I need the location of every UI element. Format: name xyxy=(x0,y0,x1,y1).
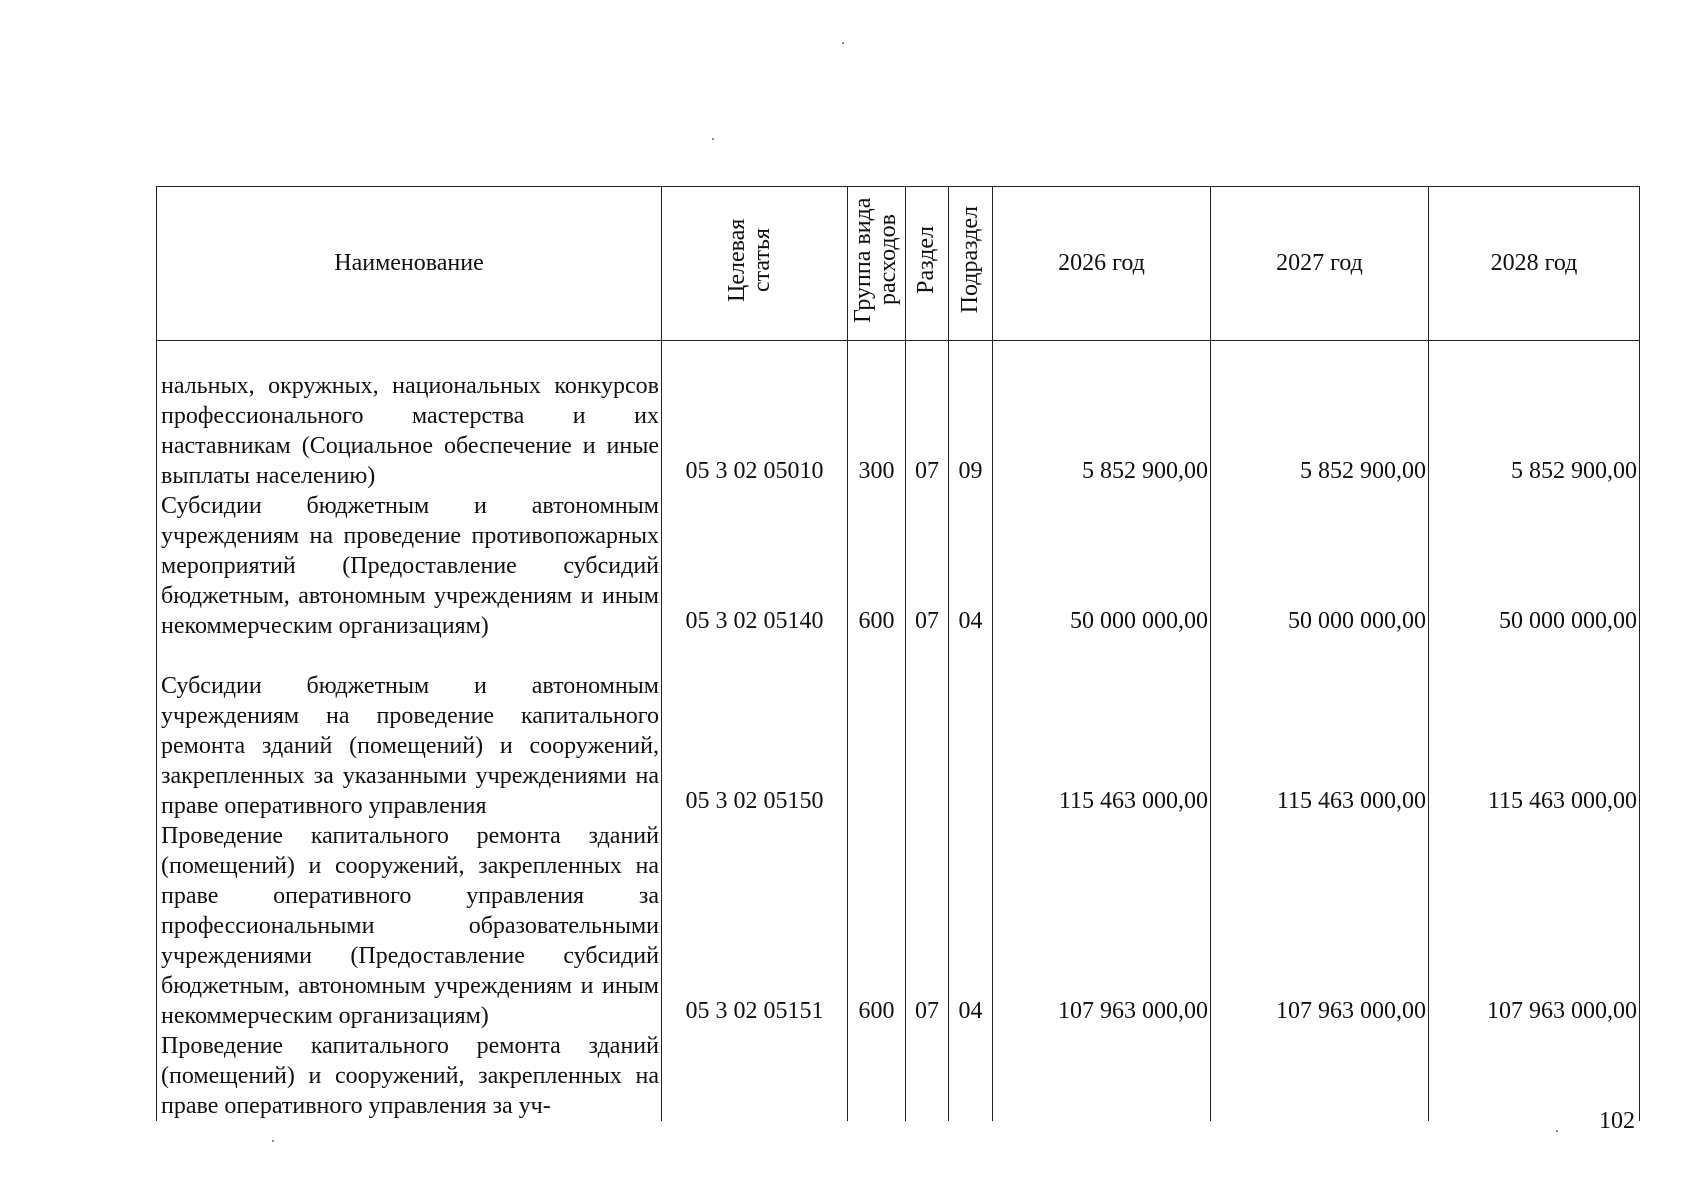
row-2026: 5 852 900,00 xyxy=(993,341,1211,491)
header-subsection: Подраздел xyxy=(949,187,993,341)
row-2026: 115 463 000,00 xyxy=(993,641,1211,821)
header-name: Наименование xyxy=(157,187,662,341)
scan-speck xyxy=(272,1140,274,1142)
row-2027: 107 963 000,00 xyxy=(1211,821,1429,1031)
row-target: 05 3 02 05150 xyxy=(662,641,848,821)
row-subsection xyxy=(949,641,993,821)
row-name: Проведение капитального ремонта зданий (помещений) и сооружений, закрепленных на праве оперативного управления за профессиональными образовательными учреждениями (Предоставление субсидий бюджетным, автономным учреждениям и иным некоммерческим организациям) xyxy=(157,821,662,1031)
row-subsection: 04 xyxy=(949,821,993,1031)
budget-table xyxy=(156,186,1640,1121)
row-2026: 50 000 000,00 xyxy=(993,491,1211,641)
row-section: 07 xyxy=(906,821,949,1031)
table-row xyxy=(157,1031,1640,1121)
row-target: 05 3 02 05151 xyxy=(662,821,848,1031)
row-2026 xyxy=(993,1031,1211,1121)
row-group: 600 xyxy=(848,491,906,641)
header-section: Раздел xyxy=(906,187,949,341)
page-number: 102 xyxy=(1599,1108,1635,1134)
row-subsection: 04 xyxy=(949,491,993,641)
scan-speck xyxy=(712,138,714,140)
header-2028: 2028 год xyxy=(1429,187,1640,341)
header-2027: 2027 год xyxy=(1211,187,1429,341)
scan-speck xyxy=(1556,1130,1558,1132)
header-target: Целевая статья xyxy=(662,187,848,341)
row-name: Субсидии бюджетным и автономным учреждениям на проведение капитального ремонта зданий (помещений) и сооружений, закрепленных за указанными учреждениями на праве оперативного управления xyxy=(157,641,662,821)
row-2027: 115 463 000,00 xyxy=(1211,641,1429,821)
row-name: Субсидии бюджетным и автономным учреждениям на проведение противопожарных мероприятий (Предоставление субсидий бюджетным, автономным учреждениям и иным некоммерческим организациям) xyxy=(157,491,662,641)
row-section xyxy=(906,641,949,821)
row-subsection xyxy=(949,1031,993,1121)
header-row xyxy=(157,187,1640,341)
row-subsection: 09 xyxy=(949,341,993,491)
row-2028: 115 463 000,00 xyxy=(1429,641,1640,821)
row-group xyxy=(848,641,906,821)
scan-speck xyxy=(842,42,844,44)
row-2027 xyxy=(1211,1031,1429,1121)
row-section: 07 xyxy=(906,491,949,641)
header-group: Группа вида расходов xyxy=(848,187,906,341)
row-target: 05 3 02 05140 xyxy=(662,491,848,641)
row-group xyxy=(848,1031,906,1121)
row-2028: 107 963 000,00 xyxy=(1429,821,1640,1031)
row-2027: 5 852 900,00 xyxy=(1211,341,1429,491)
row-2028 xyxy=(1429,1031,1640,1121)
row-2027: 50 000 000,00 xyxy=(1211,491,1429,641)
row-name: Проведение капитального ремонта зданий (помещений) и сооружений, закрепленных на праве оперативного управления за уч- xyxy=(157,1031,662,1121)
row-section xyxy=(906,1031,949,1121)
header-2026: 2026 год xyxy=(993,187,1211,341)
row-target xyxy=(662,1031,848,1121)
table-row xyxy=(157,341,1640,491)
row-group: 300 xyxy=(848,341,906,491)
row-group: 600 xyxy=(848,821,906,1031)
table-row xyxy=(157,821,1640,1031)
row-name: нальных, окружных, национальных конкурсов профессионального мастерства и их наставникам (Социальное обеспечение и иные выплаты населению) xyxy=(157,341,662,491)
row-target: 05 3 02 05010 xyxy=(662,341,848,491)
row-section: 07 xyxy=(906,341,949,491)
row-2028: 50 000 000,00 xyxy=(1429,491,1640,641)
row-2028: 5 852 900,00 xyxy=(1429,341,1640,491)
table-row xyxy=(157,491,1640,641)
row-2026: 107 963 000,00 xyxy=(993,821,1211,1031)
table-row xyxy=(157,641,1640,821)
